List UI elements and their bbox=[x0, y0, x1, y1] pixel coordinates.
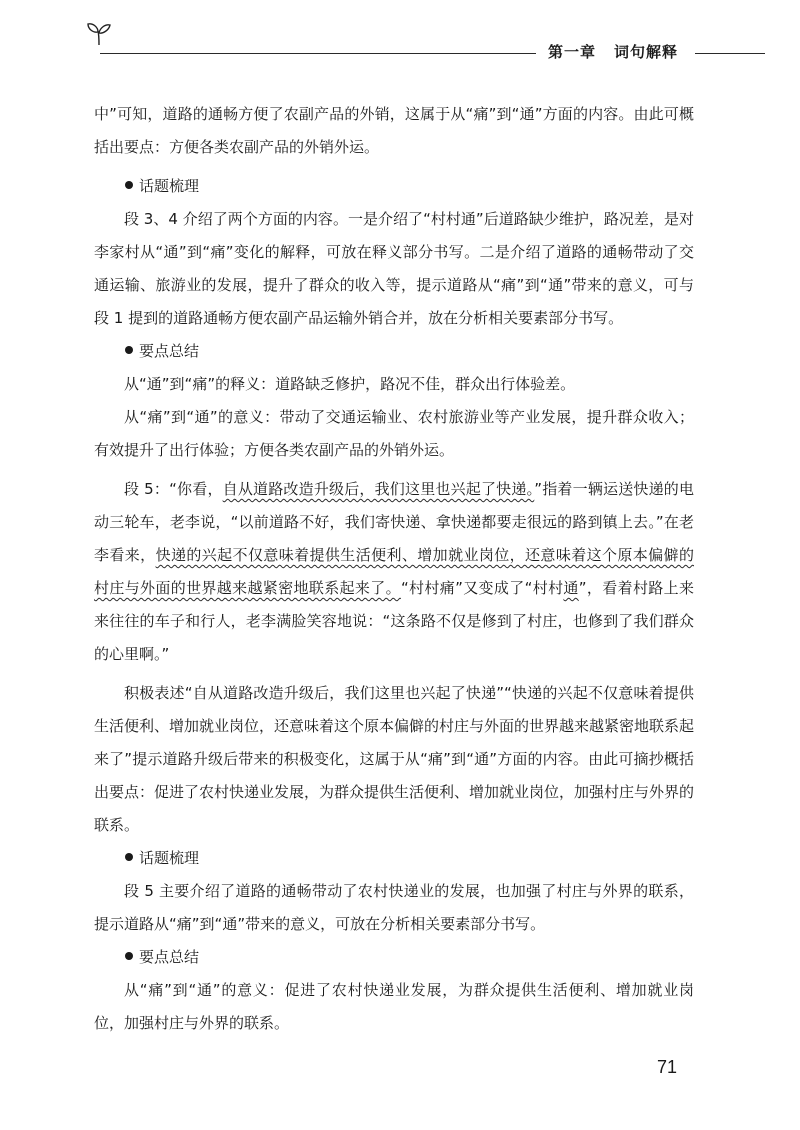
para5-segment-2: ”指着一辆运送快递的电动三轮车，老李说，“以前道路不好，我们寄快递、拿快递都要走很远的路到镇上去。”在老李看来， bbox=[94, 480, 694, 564]
page-number: 71 bbox=[657, 1057, 678, 1077]
para5-wavy-3: 通 bbox=[563, 579, 579, 597]
para5-segment-4: ”，看着村路上来来往往的车子和行人，老李满脸笑容地说：“这条路不仅是修到了村庄，也修到了我们群众的心里啊。” bbox=[94, 579, 694, 663]
chapter-number: 第一章 bbox=[548, 43, 597, 61]
intro-paragraph: 中”可知，道路的通畅方便了农副产品的外销，这属于从“痛”到“通”方面的内容。由此可概括出要点：方便各类农副产品的外销外运。 bbox=[94, 105, 694, 156]
summary-paragraph-2: 从“痛”到“通”的意义：促进了农村快递业发展，为群众提供生活便利、增加就业岗位，加强村庄与外界的联系。 bbox=[94, 981, 694, 1032]
topic-label-2 bbox=[94, 842, 694, 875]
para5-wavy-2: 快递的兴起不仅意味着提供生活便利、增加就业岗位，还意味着这个原本偏僻的村庄与外面的世界越来越紧密地联系起来了。 bbox=[94, 546, 694, 597]
para5-segment-1: 段 5：“你看， bbox=[124, 480, 223, 498]
para5-segment-3: “村村痛”又变成了“村村 bbox=[400, 579, 564, 597]
sprout-icon bbox=[86, 22, 112, 46]
bullet-icon bbox=[125, 853, 133, 861]
page-content bbox=[94, 98, 694, 1040]
summary-label-2-text: 要点总结 bbox=[139, 948, 200, 966]
topic-label-1-text: 话题梳理 bbox=[139, 177, 200, 195]
bullet-icon bbox=[125, 952, 133, 960]
summary-label-2 bbox=[94, 941, 694, 974]
summary-paragraph-1a: 从“通”到“痛”的释义：道路缺乏修护，路况不佳，群众出行体验差。 bbox=[124, 375, 576, 393]
header-rule-left bbox=[100, 53, 536, 54]
bullet-icon bbox=[125, 346, 133, 354]
bullet-icon bbox=[125, 181, 133, 189]
source-paragraph-5 bbox=[94, 473, 694, 671]
topic-label-1 bbox=[94, 170, 694, 203]
header-rule-right bbox=[695, 53, 765, 54]
para5-wavy-1: 自从道路改造升级后，我们这里也兴起了快递。 bbox=[222, 480, 535, 498]
topic-label-2-text: 话题梳理 bbox=[139, 849, 200, 867]
topic-paragraph-1: 段 3、4 介绍了两个方面的内容。一是介绍了“村村通”后道路缺少维护，路况差，是对李家村从“通”到“痛”变化的解释，可放在释义部分书写。二是介绍了道路的通畅带动了交通运输、旅游业的发展，提升了群众的收入等，提示道路从“痛”到“通”带来的意义，可与段 1 提到的道路通畅方便农副产品运输外销合并，放在分析相关要素部分书写。 bbox=[94, 210, 694, 327]
summary-label-1-text: 要点总结 bbox=[139, 342, 200, 360]
chapter-title bbox=[548, 41, 696, 62]
analysis-paragraph: 积极表述“自从道路改造升级后，我们这里也兴起了快递”“快递的兴起不仅意味着提供生活便利、增加就业岗位，还意味着这个原本偏僻的村庄与外面的世界越来越紧密地联系起来了”提示道路升级后带来的积极变化，这属于从“痛”到“通”方面的内容。由此可摘抄概括出要点：促进了农村快递业发展，为群众提供生活便利、增加就业岗位，加强村庄与外界的联系。 bbox=[94, 684, 695, 834]
chapter-section: 词句解释 bbox=[614, 43, 679, 61]
topic-paragraph-2: 段 5 主要介绍了道路的通畅带动了农村快递业的发展，也加强了村庄与外界的联系，提示道路从“痛”到“通”带来的意义，可放在分析相关要素部分书写。 bbox=[94, 882, 694, 933]
summary-label-1 bbox=[94, 335, 694, 368]
summary-paragraph-1b: 从“痛”到“通”的意义：带动了交通运输业、农村旅游业等产业发展，提升群众收入；有效提升了出行体验；方便各类农副产品的外销外运。 bbox=[94, 408, 694, 459]
page-header bbox=[0, 0, 800, 70]
